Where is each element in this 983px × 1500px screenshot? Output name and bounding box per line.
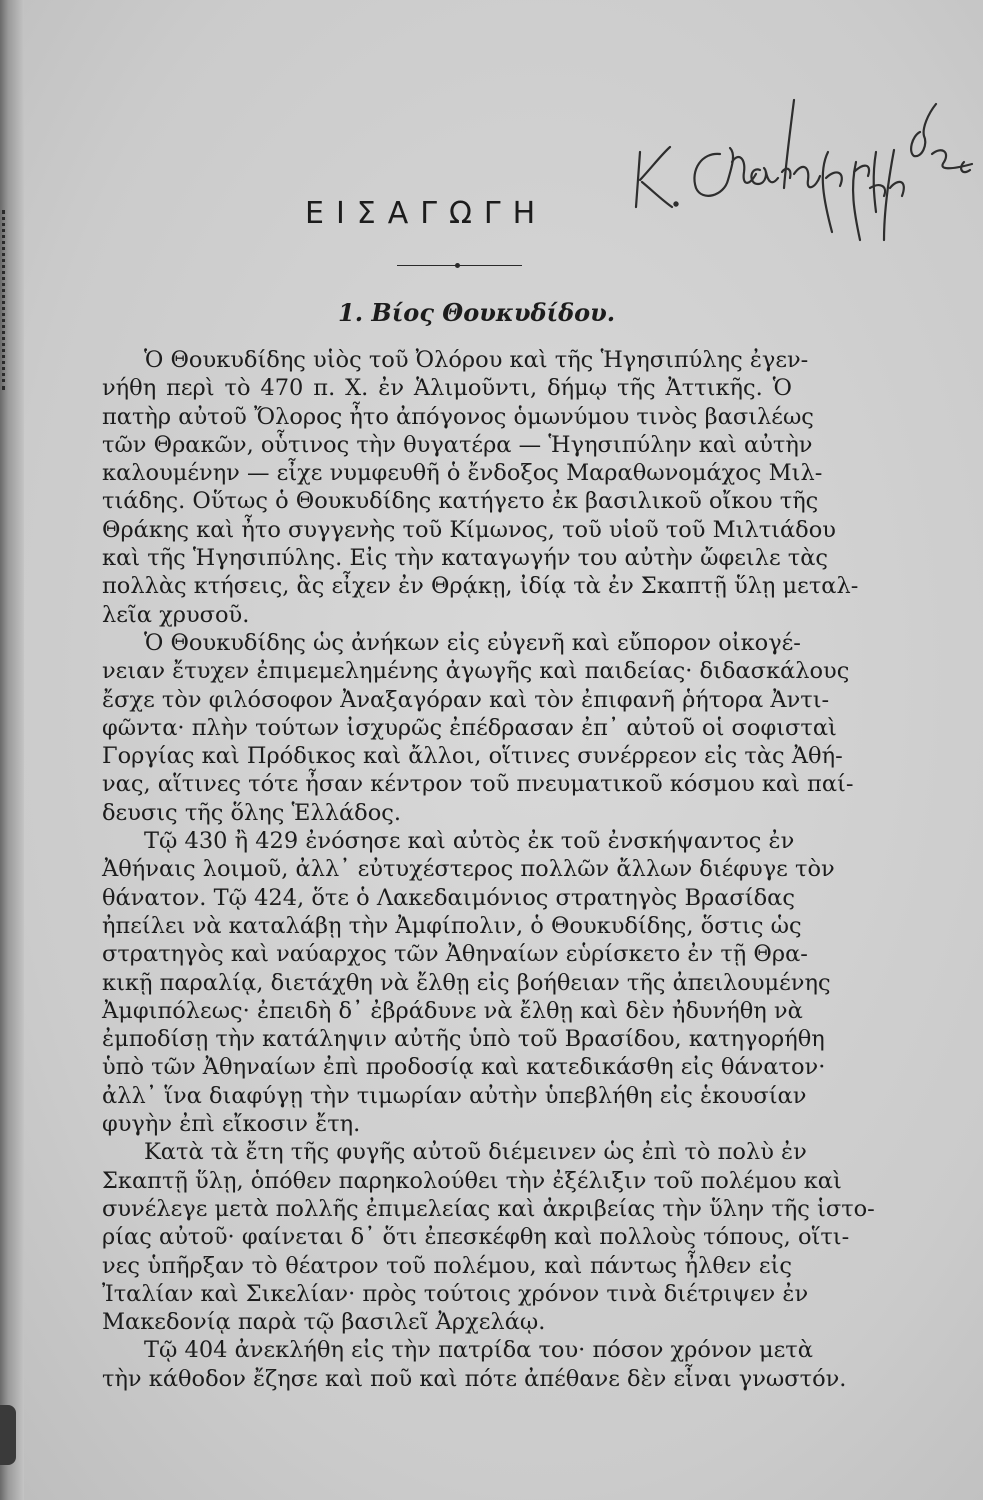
page-title: ΕΙΣΑΓΩΓΗ	[305, 196, 548, 231]
text-line: Κατὰ τὰ ἔτη τῆς φυγῆς αὐτοῦ διέμεινεν ὡς ἐπὶ τὸ πολὺ ἐν	[144, 1139, 807, 1166]
paragraph	[102, 827, 835, 1138]
text-line: Ἀθήναις λοιμοῦ, ἀλλ᾽ εὐτυχέστερος πολλῶν ἄλλων διέφυγε τὸν	[102, 856, 835, 883]
text-line: ρίας αὐτοῦ· φαίνεται δ᾽ ὅτι ἐπεσκέφθη καὶ πολλοὺς τόπους, οἵτι-	[102, 1224, 850, 1251]
text-line: τῶν Θρακῶν, οὗτινος τὴν θυγατέρα — Ἡγησιπύλην καὶ αὐτὴν	[102, 431, 813, 458]
text-line: νες ὑπῆρξαν τὸ θέατρον τοῦ πολέμου, καὶ πάντως ἦλθεν εἰς	[102, 1252, 792, 1279]
body-text	[102, 346, 875, 1393]
paragraph	[102, 1138, 875, 1336]
paragraph	[102, 1336, 847, 1393]
svg-text:Κ. Γρανδακοπούλου: Κ. Γρανδακοπούλου	[632, 92, 643, 93]
text-line: Θράκης καὶ ἦτο συγγενὴς τοῦ Κίμωνος, τοῦ υἱοῦ τοῦ Μιλτιάδου	[102, 516, 836, 543]
text-line: Σκαπτῇ ὕλῃ, ὁπόθεν παρηκολούθει τὴν ἐξέλιξιν τοῦ πολέμου καὶ	[102, 1167, 842, 1194]
text-line: Τῷ 404 ἀνεκλήθη εἰς τὴν πατρίδα του· πόσον χρόνον μετὰ	[144, 1337, 813, 1364]
title-divider	[397, 265, 522, 266]
text-line: τιάδης. Οὕτως ὁ Θουκυδίδης κατήγετο ἐκ βασιλικοῦ οἴκου τῆς	[102, 488, 819, 515]
text-line: ἐμποδίσῃ τὴν κατάληψιν αὐτῆς ὑπὸ τοῦ Βρασίδου, κατηγορήθη	[102, 1026, 825, 1053]
section-heading: 1. Βίος Θουκυδίδου.	[338, 298, 616, 327]
binding-clip	[0, 1405, 16, 1465]
text-line: καλουμένην — εἶχε νυμφευθῆ ὁ ἔνδοξος Μαραθωνομάχος Μιλ-	[102, 460, 823, 487]
text-line: Τῷ 430 ἢ 429 ἐνόσησε καὶ αὐτὸς ἐκ τοῦ ἐνσκήψαντος ἐν	[144, 828, 795, 855]
text-line: ἀλλ᾽ ἵνα διαφύγῃ τὴν τιμωρίαν αὐτὴν ὑπεβλήθη εἰς ἑκουσίαν	[102, 1082, 807, 1109]
text-line: Ὁ Θουκυδίδης ὡς ἀνήκων εἰς εὐγενῆ καὶ εὔπορον οἰκογέ-	[144, 629, 801, 656]
text-line: πολλὰς κτήσεις, ἃς εἶχεν ἐν Θρᾴκῃ, ἰδίᾳ τὰ ἐν Σκαπτῇ ὕλῃ μεταλ-	[102, 573, 859, 600]
text-line: συνέλεγε μετὰ πολλῆς ἐπιμελείας καὶ ἀκριβείας τὴν ὕλην τῆς ἱστο-	[102, 1195, 875, 1222]
text-line: κικῇ παραλίᾳ, διετάχθη νὰ ἔλθῃ εἰς βοήθειαν τῆς ἀπειλουμένης	[102, 969, 831, 996]
text-line: τὴν κάθοδον ἔζησε καὶ ποῦ καὶ πότε ἀπέθανε δὲν εἶναι γνωστόν.	[102, 1365, 847, 1392]
binding-thread	[2, 210, 27, 390]
text-line: νειαν ἔτυχεν ἐπιμεμελημένης ἀγωγῆς καὶ παιδείας· διδασκάλους	[102, 658, 850, 685]
handwritten-signature	[632, 92, 977, 242]
text-line: καὶ τῆς Ἡγησιπύλης. Εἰς τὴν καταγωγήν του αὐτὴν ὤφειλε τὰς	[102, 545, 829, 572]
text-line: θάνατον. Τῷ 424, ὅτε ὁ Λακεδαιμόνιος στρατηγὸς Βρασίδας	[102, 884, 795, 911]
text-line: λεῖα χρυσοῦ.	[102, 601, 250, 628]
text-line: Γοργίας καὶ Πρόδικος καὶ ἄλλοι, οἵτινες συνέρρεον εἰς τὰς Ἀθή-	[102, 743, 843, 770]
text-line: ὑπὸ τῶν Ἀθηναίων ἐπὶ προδοσίᾳ καὶ κατεδικάσθη εἰς θάνατον·	[102, 1054, 826, 1081]
text-line: ἠπείλει νὰ καταλάβῃ τὴν Ἀμφίπολιν, ὁ Θουκυδίδης, ὅστις ὡς	[102, 912, 802, 939]
text-line: Ἰταλίαν καὶ Σικελίαν· πρὸς τούτοις χρόνον τινὰ διέτριψεν ἐν	[102, 1280, 809, 1307]
text-line: δευσις τῆς ὅλης Ἑλλάδος.	[102, 799, 402, 826]
text-line: Ὁ Θουκυδίδης υἱὸς τοῦ Ὀλόρου καὶ τῆς Ἡγησιπύλης ἐγεν-	[144, 347, 809, 373]
text-line: νήθη περὶ τὸ 470 π. Χ. ἐν Ἁλιμοῦντι, δήμῳ τῆς Ἀττικῆς. Ὁ	[102, 375, 792, 402]
text-line: στρατηγὸς καὶ ναύαρχος τῶν Ἀθηναίων εὑρίσκετο ἐν τῇ Θρα-	[102, 941, 808, 968]
text-line: Ἀμφιπόλεως· ἐπειδὴ δ᾽ ἐβράδυνε νὰ ἔλθῃ καὶ δὲν ἠδυνήθη νὰ	[102, 997, 803, 1024]
text-line: Μακεδονίᾳ παρὰ τῷ βασιλεῖ Ἀρχελάῳ.	[102, 1309, 546, 1336]
paragraph	[102, 629, 854, 827]
text-line: νας, αἵτινες τότε ἦσαν κέντρον τοῦ πνευματικοῦ κόσμου καὶ παί-	[102, 771, 854, 798]
text-line: φυγὴν ἐπὶ εἴκοσιν ἔτη.	[102, 1111, 361, 1138]
text-line: ἔσχε τὸν φιλόσοφον Ἀναξαγόραν καὶ τὸν ἐπιφανῆ ῥήτορα Ἀντι-	[102, 686, 830, 713]
text-line: πατὴρ αὐτοῦ Ὄλορος ἦτο ἀπόγονος ὁμωνύμου τινὸς βασιλέως	[102, 403, 814, 430]
paragraph	[102, 346, 859, 629]
text-line: φῶντα· πλὴν τούτων ἰσχυρῶς ἐπέδρασαν ἐπ᾽ αὐτοῦ οἱ σοφισταὶ	[102, 714, 837, 741]
